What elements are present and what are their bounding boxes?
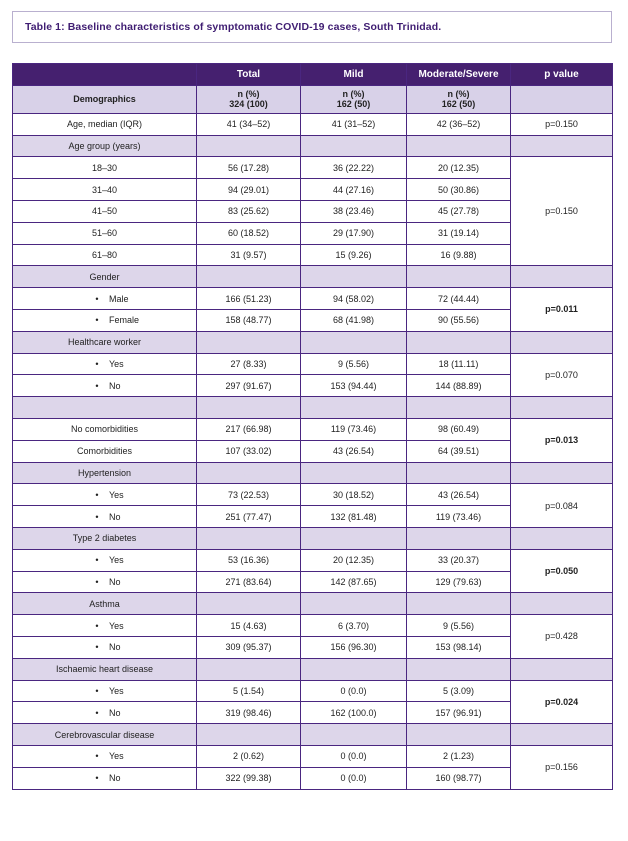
bullet: • xyxy=(95,555,99,566)
cell-p-value xyxy=(511,658,613,680)
cell-mild: 132 (81.48) xyxy=(301,506,407,528)
table-row-group xyxy=(13,135,613,157)
group-label: Type 2 diabetes xyxy=(13,527,197,549)
subheader-mild xyxy=(301,85,407,113)
cell-p-value: p=0.084 xyxy=(511,484,613,528)
cell-total xyxy=(197,724,301,746)
cell-mild: 156 (96.30) xyxy=(301,636,407,658)
table-row xyxy=(13,113,613,135)
subheader-mod-count: 162 (50) xyxy=(441,99,476,110)
cell-moderate xyxy=(407,331,511,353)
table-row xyxy=(13,745,613,767)
cell-moderate: 20 (12.35) xyxy=(407,157,511,179)
table-row xyxy=(13,484,613,506)
subheader-mod-n: n (%) xyxy=(447,89,470,100)
cell-moderate xyxy=(407,397,511,419)
cell-p-value: p=0.050 xyxy=(511,549,613,593)
cell-total: 158 (48.77) xyxy=(197,309,301,331)
cell-moderate xyxy=(407,266,511,288)
table-row-group xyxy=(13,331,613,353)
cell-moderate xyxy=(407,135,511,157)
row-label xyxy=(13,506,197,528)
cell-total: 31 (9.57) xyxy=(197,244,301,266)
table-row-spacer xyxy=(13,397,613,419)
table-row-group xyxy=(13,266,613,288)
cell-total: 41 (34–52) xyxy=(197,113,301,135)
row-label-text: No xyxy=(109,576,121,587)
table-row xyxy=(13,288,613,310)
cell-mild: 0 (0.0) xyxy=(301,680,407,702)
row-label-text: No xyxy=(109,773,121,784)
header-total: Total xyxy=(197,64,301,86)
cell-moderate: 31 (19.14) xyxy=(407,222,511,244)
cell-moderate xyxy=(407,658,511,680)
cell-p-value xyxy=(511,527,613,549)
row-label: 51–60 xyxy=(13,222,197,244)
cell-p-value xyxy=(511,397,613,419)
bullet: • xyxy=(95,489,99,500)
cell-moderate: 119 (73.46) xyxy=(407,506,511,528)
row-label-text: Yes xyxy=(109,555,124,566)
cell-total xyxy=(197,331,301,353)
row-label xyxy=(13,767,197,789)
cell-total: 27 (8.33) xyxy=(197,353,301,375)
table-row-group xyxy=(13,462,613,484)
cell-mild: 142 (87.65) xyxy=(301,571,407,593)
cell-moderate: 157 (96.91) xyxy=(407,702,511,724)
cell-moderate: 9 (5.56) xyxy=(407,615,511,637)
row-label xyxy=(13,680,197,702)
cell-mild: 162 (100.0) xyxy=(301,702,407,724)
cell-mild xyxy=(301,135,407,157)
cell-mild: 29 (17.90) xyxy=(301,222,407,244)
cell-mild: 0 (0.0) xyxy=(301,767,407,789)
cell-mild: 15 (9.26) xyxy=(301,244,407,266)
table-row-group xyxy=(13,658,613,680)
subheader-total-n: n (%) xyxy=(237,89,260,100)
cell-moderate xyxy=(407,724,511,746)
cell-p-value: p=0.011 xyxy=(511,288,613,332)
subheader-mild-n: n (%) xyxy=(342,89,365,100)
cell-total xyxy=(197,397,301,419)
cell-total: 319 (98.46) xyxy=(197,702,301,724)
cell-mild: 36 (22.22) xyxy=(301,157,407,179)
group-label: Gender xyxy=(13,266,197,288)
row-label xyxy=(13,309,197,331)
baseline-characteristics-table xyxy=(12,63,613,790)
cell-mild xyxy=(301,331,407,353)
cell-moderate xyxy=(407,593,511,615)
bullet: • xyxy=(95,315,99,326)
row-label xyxy=(13,571,197,593)
cell-p-value xyxy=(511,331,613,353)
cell-mild: 0 (0.0) xyxy=(301,745,407,767)
bullet: • xyxy=(95,751,99,762)
table-caption: Table 1: Baseline characteristics of symptomatic COVID-19 cases, South Trinidad. xyxy=(25,21,442,33)
cell-mild xyxy=(301,658,407,680)
cell-moderate: 45 (27.78) xyxy=(407,200,511,222)
cell-total: 322 (99.38) xyxy=(197,767,301,789)
bullet: • xyxy=(95,576,99,587)
row-label xyxy=(13,288,197,310)
subheader-total xyxy=(197,85,301,113)
row-label-text: No xyxy=(109,380,121,391)
bullet: • xyxy=(95,293,99,304)
cell-moderate: 72 (44.44) xyxy=(407,288,511,310)
cell-mild: 38 (23.46) xyxy=(301,200,407,222)
row-label-text: Yes xyxy=(109,620,124,631)
bullet: • xyxy=(95,642,99,653)
cell-p-value xyxy=(511,135,613,157)
bullet: • xyxy=(95,380,99,391)
row-label xyxy=(13,484,197,506)
row-label-text: Yes xyxy=(109,489,124,500)
cell-total: 271 (83.64) xyxy=(197,571,301,593)
cell-total: 2 (0.62) xyxy=(197,745,301,767)
group-label: Cerebrovascular disease xyxy=(13,724,197,746)
cell-moderate: 5 (3.09) xyxy=(407,680,511,702)
cell-total: 217 (66.98) xyxy=(197,418,301,440)
header-blank xyxy=(13,64,197,86)
bullet: • xyxy=(95,511,99,522)
table-row-group xyxy=(13,527,613,549)
cell-moderate: 50 (30.86) xyxy=(407,179,511,201)
cell-p-value: p=0.156 xyxy=(511,745,613,789)
table-row-group xyxy=(13,593,613,615)
cell-mild: 20 (12.35) xyxy=(301,549,407,571)
cell-total: 107 (33.02) xyxy=(197,440,301,462)
cell-mild: 43 (26.54) xyxy=(301,440,407,462)
table-row xyxy=(13,549,613,571)
cell-moderate: 18 (11.11) xyxy=(407,353,511,375)
cell-total: 251 (77.47) xyxy=(197,506,301,528)
cell-mild: 119 (73.46) xyxy=(301,418,407,440)
row-label: Age, median (IQR) xyxy=(13,113,197,135)
cell-mild xyxy=(301,462,407,484)
cell-total xyxy=(197,462,301,484)
cell-moderate: 42 (36–52) xyxy=(407,113,511,135)
row-label xyxy=(13,353,197,375)
spacer-label xyxy=(13,397,197,419)
row-label: No comorbidities xyxy=(13,418,197,440)
bullet: • xyxy=(95,620,99,631)
bullet: • xyxy=(95,358,99,369)
header-moderate-severe: Moderate/Severe xyxy=(407,64,511,86)
row-label xyxy=(13,375,197,397)
cell-moderate xyxy=(407,527,511,549)
cell-total xyxy=(197,527,301,549)
cell-p-value: p=0.024 xyxy=(511,680,613,724)
cell-mild: 30 (18.52) xyxy=(301,484,407,506)
cell-total: 166 (51.23) xyxy=(197,288,301,310)
row-label-text: No xyxy=(109,707,121,718)
cell-total: 5 (1.54) xyxy=(197,680,301,702)
row-label: 31–40 xyxy=(13,179,197,201)
header-row xyxy=(13,64,613,86)
cell-mild xyxy=(301,527,407,549)
cell-total: 309 (95.37) xyxy=(197,636,301,658)
cell-total: 297 (91.67) xyxy=(197,375,301,397)
table-row xyxy=(13,418,613,440)
row-label: Comorbidities xyxy=(13,440,197,462)
table-row xyxy=(13,680,613,702)
bullet: • xyxy=(95,773,99,784)
row-label xyxy=(13,702,197,724)
cell-mild xyxy=(301,593,407,615)
header-p-value: p value xyxy=(511,64,613,86)
group-label: Ischaemic heart disease xyxy=(13,658,197,680)
cell-total: 83 (25.62) xyxy=(197,200,301,222)
row-label-text: Yes xyxy=(109,685,124,696)
subheader-mild-count: 162 (50) xyxy=(336,99,371,110)
cell-p-value: p=0.150 xyxy=(511,157,613,266)
group-label: Age group (years) xyxy=(13,135,197,157)
cell-mild xyxy=(301,266,407,288)
group-label: Hypertension xyxy=(13,462,197,484)
row-label-text: Male xyxy=(109,293,129,304)
cell-moderate: 153 (98.14) xyxy=(407,636,511,658)
cell-moderate: 64 (39.51) xyxy=(407,440,511,462)
cell-total: 60 (18.52) xyxy=(197,222,301,244)
cell-p-value xyxy=(511,593,613,615)
cell-mild xyxy=(301,724,407,746)
row-label xyxy=(13,615,197,637)
cell-moderate: 16 (9.88) xyxy=(407,244,511,266)
cell-mild: 68 (41.98) xyxy=(301,309,407,331)
cell-total: 53 (16.36) xyxy=(197,549,301,571)
subheader-p xyxy=(511,85,613,113)
row-label-text: Yes xyxy=(109,358,124,369)
cell-moderate: 98 (60.49) xyxy=(407,418,511,440)
cell-moderate: 144 (88.89) xyxy=(407,375,511,397)
cell-total: 73 (22.53) xyxy=(197,484,301,506)
row-label-text: No xyxy=(109,511,121,522)
cell-p-value: p=0.070 xyxy=(511,353,613,397)
cell-total xyxy=(197,135,301,157)
subheader-demographics: Demographics xyxy=(13,85,197,113)
row-label: 18–30 xyxy=(13,157,197,179)
row-label-text: No xyxy=(109,642,121,653)
row-label xyxy=(13,636,197,658)
cell-mild: 44 (27.16) xyxy=(301,179,407,201)
cell-mild: 9 (5.56) xyxy=(301,353,407,375)
cell-moderate: 129 (79.63) xyxy=(407,571,511,593)
subheader-row xyxy=(13,85,613,113)
row-label-text: Yes xyxy=(109,751,124,762)
cell-total: 94 (29.01) xyxy=(197,179,301,201)
cell-mild: 41 (31–52) xyxy=(301,113,407,135)
cell-mild: 6 (3.70) xyxy=(301,615,407,637)
cell-moderate: 43 (26.54) xyxy=(407,484,511,506)
table-row-group xyxy=(13,724,613,746)
cell-mild xyxy=(301,397,407,419)
table-row xyxy=(13,157,613,179)
cell-total xyxy=(197,658,301,680)
row-label xyxy=(13,745,197,767)
cell-moderate: 33 (20.37) xyxy=(407,549,511,571)
bullet: • xyxy=(95,707,99,718)
subheader-total-count: 324 (100) xyxy=(229,99,268,110)
subheader-moderate xyxy=(407,85,511,113)
cell-total: 56 (17.28) xyxy=(197,157,301,179)
cell-p-value: p=0.428 xyxy=(511,615,613,659)
header-mild: Mild xyxy=(301,64,407,86)
cell-p-value: p=0.013 xyxy=(511,418,613,462)
table-row xyxy=(13,353,613,375)
group-label: Healthcare worker xyxy=(13,331,197,353)
cell-total: 15 (4.63) xyxy=(197,615,301,637)
cell-p-value xyxy=(511,266,613,288)
cell-p-value xyxy=(511,724,613,746)
cell-total xyxy=(197,593,301,615)
row-label-text: Female xyxy=(109,315,140,326)
cell-mild: 153 (94.44) xyxy=(301,375,407,397)
cell-total xyxy=(197,266,301,288)
cell-moderate xyxy=(407,462,511,484)
group-label: Asthma xyxy=(13,593,197,615)
row-label xyxy=(13,549,197,571)
caption-box xyxy=(12,11,612,43)
cell-moderate: 160 (98.77) xyxy=(407,767,511,789)
cell-p-value: p=0.150 xyxy=(511,113,613,135)
cell-moderate: 90 (55.56) xyxy=(407,309,511,331)
row-label: 61–80 xyxy=(13,244,197,266)
row-label: 41–50 xyxy=(13,200,197,222)
table-row xyxy=(13,615,613,637)
cell-mild: 94 (58.02) xyxy=(301,288,407,310)
cell-moderate: 2 (1.23) xyxy=(407,745,511,767)
cell-p-value xyxy=(511,462,613,484)
bullet: • xyxy=(95,685,99,696)
